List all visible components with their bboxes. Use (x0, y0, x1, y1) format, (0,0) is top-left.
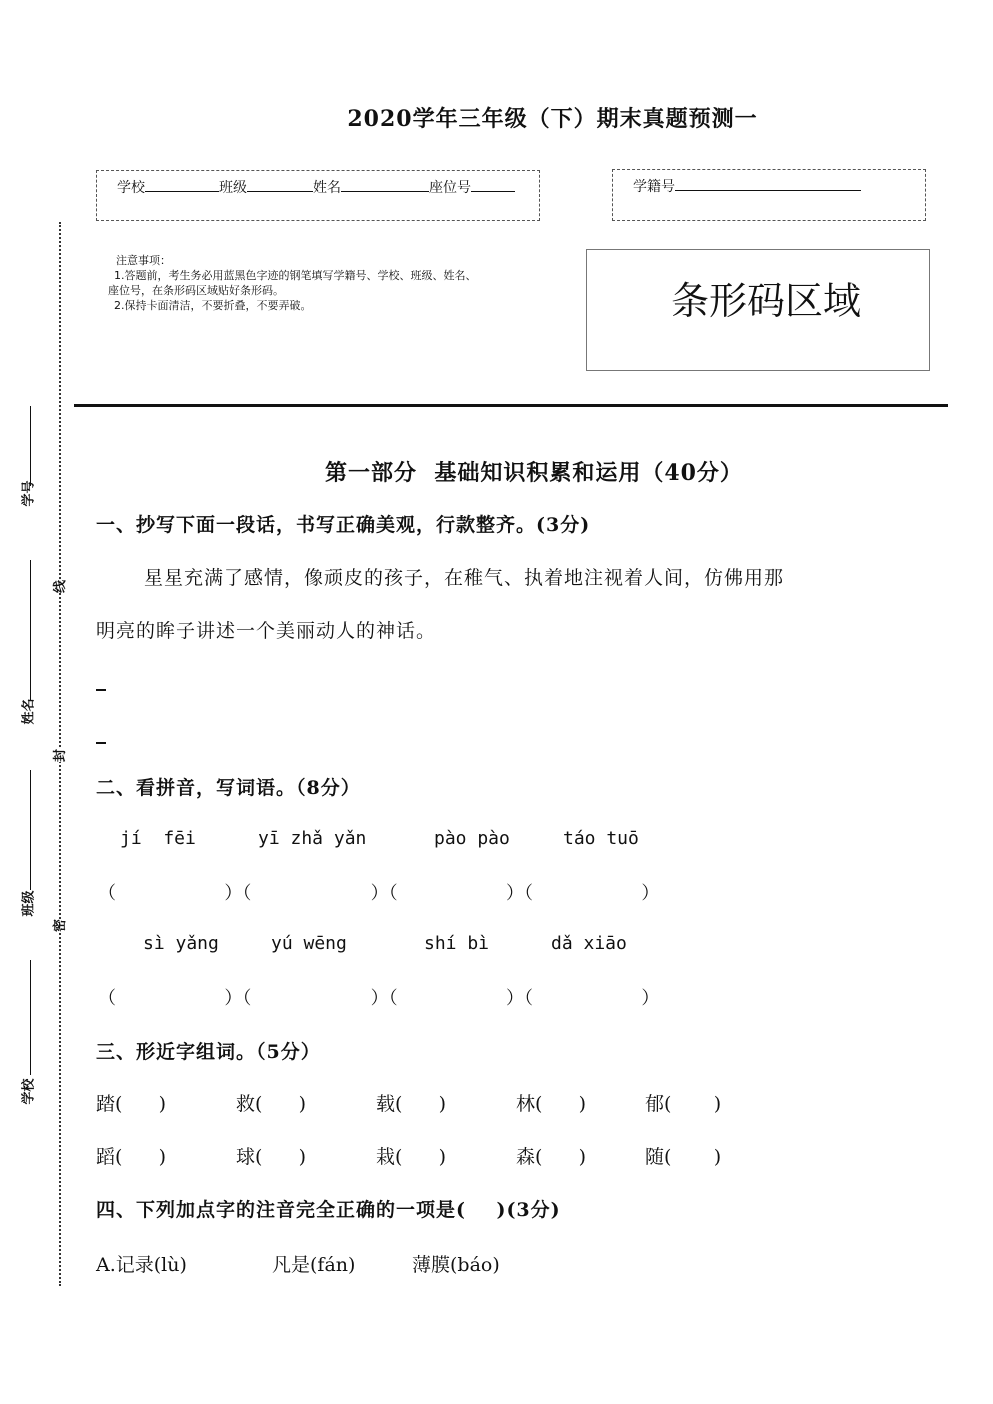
class-label: 班级 (219, 180, 247, 196)
option-a-item-2: 凡是(fán) (272, 1254, 356, 1276)
answer-row-1[interactable]: （ ）（ ）（ ）（ ） (98, 883, 660, 904)
student-id-label: 学籍号 (633, 179, 675, 195)
notes-line-3: 2.保持卡面清洁，不要折叠，不要弄破。 (114, 299, 312, 312)
notes-line-2: 座位号，在条形码区域贴好条形码。 (108, 284, 284, 297)
school-label: 学校 (117, 180, 145, 196)
seat-label: 座位号 (429, 180, 471, 196)
passage-line-1: 星星充满了感情，像顽皮的孩子，在稚气、执着地注视着人间，仿佛用那 (144, 567, 785, 589)
pinyin-8: dǎ xiāo (551, 933, 627, 954)
question-3-heading: 三、形近字组词。（5分） (96, 1041, 321, 1063)
similar-char-1[interactable]: 踏( ) (96, 1093, 167, 1115)
pinyin-2: yī zhǎ yǎn (258, 828, 367, 849)
name-label: 姓名 (313, 180, 341, 196)
notes-line-1: 1.答题前，考生务必用蓝黑色字迹的钢笔填写学籍号、学校、班级、姓名、 (114, 269, 477, 282)
margin-label-student-number: 学号 (21, 480, 37, 507)
notes-title: 注意事项： (116, 254, 171, 267)
answer-row-2[interactable]: （ ）（ ）（ ）（ ） (98, 988, 660, 1009)
margin-label-class: 班级 (21, 890, 37, 917)
similar-char-6[interactable]: 蹈( ) (96, 1146, 167, 1168)
class-line (30, 770, 31, 890)
header-divider (74, 404, 948, 407)
barcode-label: 条形码区域 (671, 279, 862, 323)
margin-label-school: 学校 (21, 1078, 37, 1105)
pinyin-3: pào pào (434, 828, 510, 849)
pinyin-4: táo tuō (563, 828, 639, 849)
notes (108, 253, 568, 313)
question-2-heading: 二、看拼音，写词语。（8分） (96, 777, 361, 799)
seal-mark-line: 线 (49, 580, 68, 593)
student-id-box (612, 169, 926, 221)
school-line (30, 960, 31, 1075)
similar-char-9[interactable]: 森( ) (516, 1146, 587, 1168)
pinyin-7: shí bì (424, 933, 490, 954)
barcode-area (586, 249, 930, 371)
pinyin-1: jí fēi (120, 828, 196, 849)
seat-blank[interactable] (471, 177, 515, 192)
similar-char-10[interactable]: 随( ) (645, 1146, 722, 1168)
part-one-title: 第一部分 基础知识积累和运用（40分） (325, 460, 743, 486)
student-info-box (96, 170, 540, 221)
pinyin-6: yú wēng (271, 933, 347, 954)
similar-char-3[interactable]: 载( ) (376, 1093, 447, 1115)
seal-mark-secret: 密 (49, 919, 68, 932)
similar-char-4[interactable]: 林( ) (516, 1093, 587, 1115)
similar-char-7[interactable]: 球( ) (236, 1146, 307, 1168)
option-a-item-3: 薄膜(báo) (412, 1254, 500, 1276)
class-blank[interactable] (247, 177, 313, 192)
seal-mark-seal: 封 (49, 749, 68, 762)
school-blank[interactable] (145, 177, 219, 192)
writing-line-1[interactable] (96, 689, 106, 691)
student-id-blank[interactable] (675, 176, 861, 191)
similar-char-8[interactable]: 栽( ) (376, 1146, 447, 1168)
option-a-item-1[interactable]: A.记录(lù) (96, 1254, 187, 1276)
similar-char-2[interactable]: 救( ) (236, 1093, 307, 1115)
student-info-fields (117, 177, 515, 197)
passage-line-2: 明亮的眸子讲述一个美丽动人的神话。 (96, 620, 437, 642)
exam-title: 2020学年三年级（下）期末真题预测一 (347, 106, 758, 132)
writing-line-2[interactable] (96, 742, 106, 744)
pinyin-5: sì yǎng (143, 933, 219, 954)
student-number-line (30, 406, 31, 486)
margin-label-name: 姓名 (21, 698, 37, 725)
name-line (30, 560, 31, 700)
question-4-heading: 四、下列加点字的注音完全正确的一项是( )(3分) (96, 1199, 561, 1221)
question-1-heading: 一、抄写下面一段话，书写正确美观，行款整齐。(3分) (96, 514, 591, 536)
name-blank[interactable] (341, 177, 429, 192)
similar-char-5[interactable]: 郁( ) (645, 1093, 722, 1115)
